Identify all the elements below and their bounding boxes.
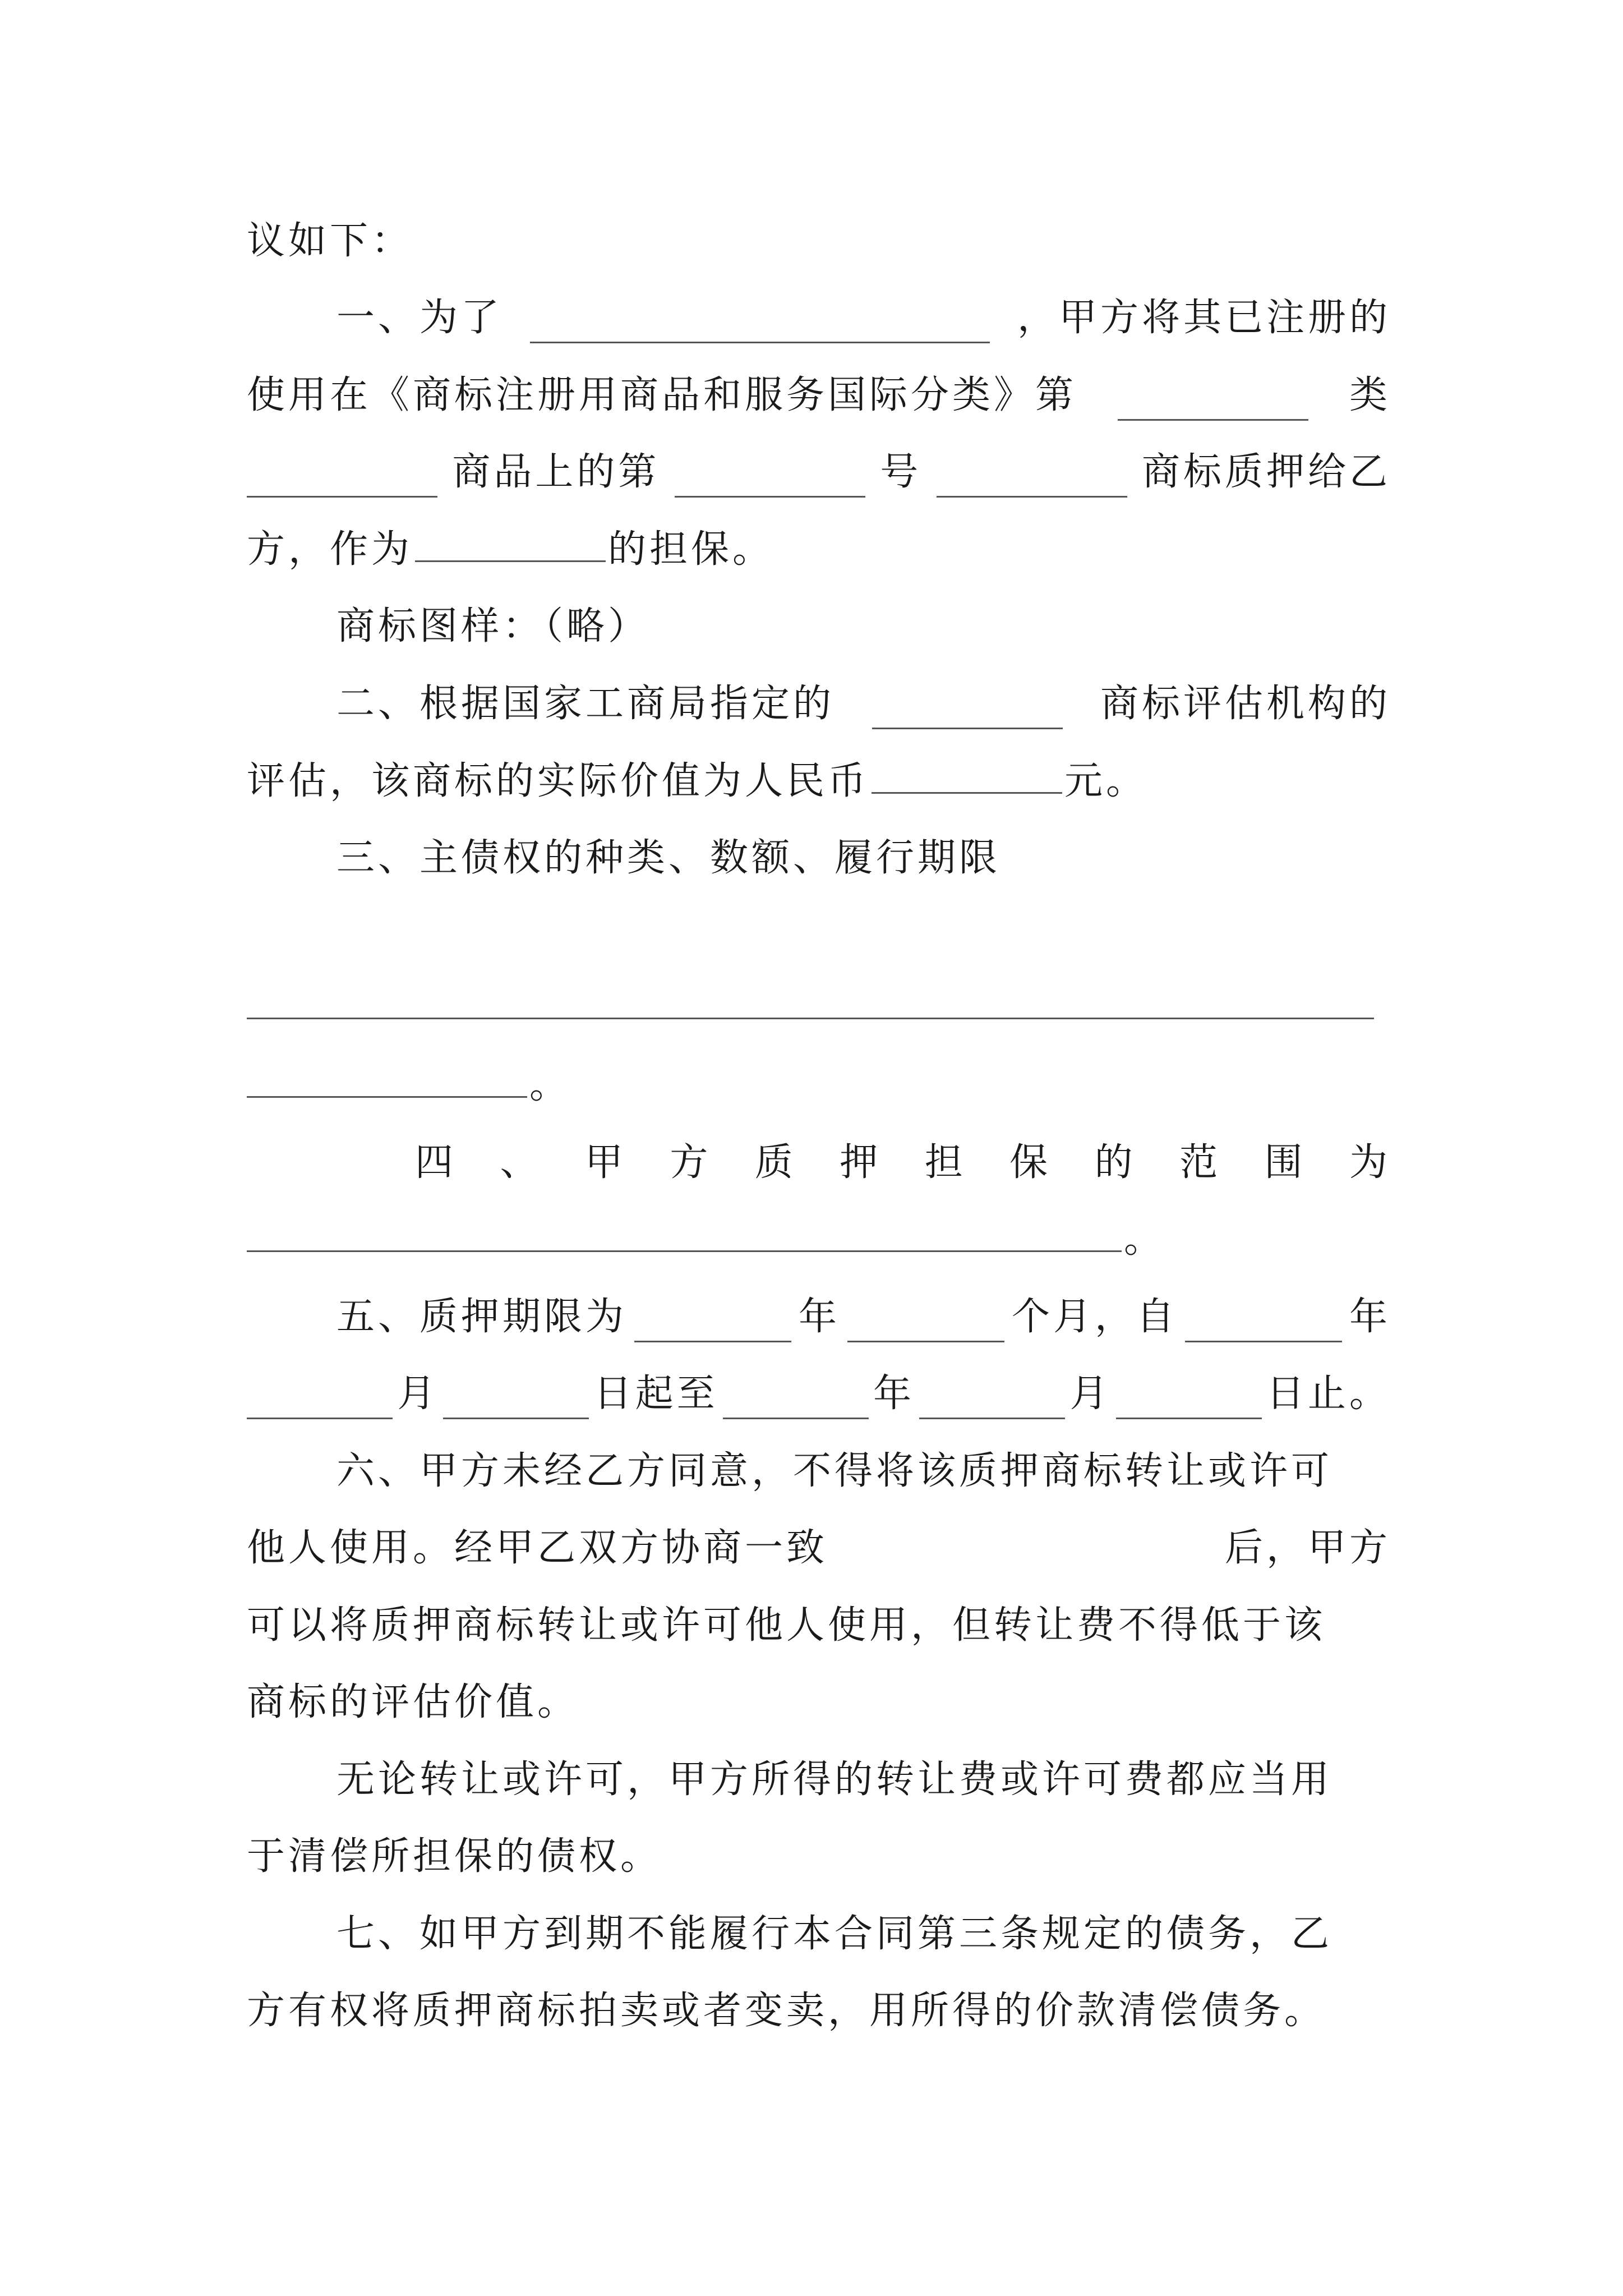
- fill-in-blank[interactable]: [675, 461, 865, 498]
- clause-5-line-1: [336, 1292, 1391, 1342]
- clause-7-line-2: [247, 1986, 1391, 2036]
- text: 商标评估机构的: [1100, 682, 1391, 726]
- clause-1-line-3: [247, 447, 1391, 498]
- text: 商标的评估价值。: [247, 1680, 579, 1724]
- clause-7-line-1: [336, 1909, 1391, 1959]
- char: 围: [1264, 1140, 1306, 1185]
- text: 商品上的第: [452, 450, 660, 494]
- clause-2-line-2: [247, 756, 1391, 807]
- text: 商标图样：（略）: [336, 604, 650, 648]
- text: 后，甲方: [1224, 1526, 1391, 1570]
- fill-in-blank[interactable]: [723, 1383, 869, 1419]
- text: 六、甲方未经乙方同意，不得将该质押商标转让或许可: [336, 1449, 1333, 1493]
- text: 可以将质押商标转让或许可他人使用，但转让费不得低于该: [247, 1603, 1326, 1648]
- text: 日起至: [593, 1372, 718, 1416]
- clause-6-line-1: [336, 1446, 1391, 1497]
- fill-in-blank[interactable]: [872, 693, 1063, 729]
- fill-in-blank[interactable]: [415, 526, 606, 562]
- char: 甲: [584, 1140, 626, 1185]
- paragraph-line: [247, 216, 1391, 266]
- text: 月: [1069, 1372, 1112, 1416]
- char: 保: [1009, 1140, 1052, 1185]
- clause-6-line-5: [336, 1755, 1391, 1805]
- char: 的: [1094, 1140, 1136, 1185]
- text: 商标质押给乙: [1141, 450, 1391, 494]
- fill-in-blank[interactable]: [1116, 1383, 1262, 1419]
- fill-in-blank[interactable]: [247, 1383, 393, 1419]
- text: ，甲方将其已注册的: [1017, 296, 1391, 340]
- text: 方，作为: [247, 527, 413, 572]
- text: 于清偿所担保的债权。: [247, 1834, 662, 1879]
- text: 的担保。: [608, 527, 774, 572]
- fill-in-blank[interactable]: [1185, 1306, 1342, 1342]
- text: 。: [1124, 1217, 1166, 1262]
- fill-in-blank[interactable]: [1118, 384, 1308, 421]
- char: 四: [415, 1140, 457, 1185]
- fill-in-blank[interactable]: [634, 1306, 791, 1342]
- fill-in-blank[interactable]: [872, 757, 1062, 794]
- clause-4-line-1: [415, 1138, 1391, 1188]
- fill-in-blank[interactable]: [247, 1061, 527, 1098]
- fill-in-blank[interactable]: [530, 307, 990, 343]
- text: 年: [1349, 1295, 1391, 1339]
- clause-1-line-2: [247, 370, 1391, 421]
- text: 七、如甲方到期不能履行本合同第三条规定的债务，乙: [336, 1912, 1333, 1956]
- fill-in-blank[interactable]: [847, 1306, 1004, 1342]
- text: 三、主债权的种类、数额、履行期限: [336, 836, 1001, 880]
- text: 评估，该商标的实际价值为人民币: [247, 759, 870, 803]
- clause-6-line-2: [247, 1523, 1391, 1573]
- text: 个月，自: [1011, 1295, 1178, 1339]
- text: 。: [529, 1063, 571, 1107]
- clause-6-line-4: [247, 1677, 1391, 1728]
- fill-in-blank[interactable]: [937, 461, 1127, 498]
- char: 担: [924, 1140, 966, 1185]
- text: 一、为了: [336, 296, 503, 340]
- fill-in-blank[interactable]: [247, 1216, 1122, 1252]
- text: 元。: [1064, 759, 1148, 803]
- text: 年: [873, 1372, 915, 1416]
- clause-6-line-6: [247, 1832, 1391, 1882]
- text: 日止。: [1266, 1372, 1391, 1416]
- char: 、: [500, 1140, 542, 1185]
- text: 议如下：: [247, 219, 413, 263]
- text: 月: [397, 1372, 439, 1416]
- clause-3-blank-line: [247, 982, 1391, 1032]
- fill-in-blank[interactable]: [247, 461, 437, 498]
- char: 质: [754, 1140, 796, 1185]
- text: 方有权将质押商标拍卖或者变卖，用所得的价款清偿债务。: [247, 1989, 1326, 2033]
- text: 二、根据国家工商局指定的: [336, 682, 835, 726]
- text: 使用在《商标注册用商品和服务国际分类》第: [247, 373, 1077, 417]
- char: 为: [1349, 1140, 1391, 1185]
- fill-in-blank[interactable]: [443, 1383, 589, 1419]
- clause-3-line-end: [247, 1060, 1391, 1111]
- clause-1-line-4: [247, 524, 1391, 575]
- char: 范: [1179, 1140, 1221, 1185]
- fill-in-blank[interactable]: [919, 1383, 1065, 1419]
- clause-5-line-2: [247, 1369, 1391, 1419]
- text: 号: [880, 450, 922, 494]
- clause-6-line-3: [247, 1600, 1391, 1651]
- clause-4-line-2: [247, 1214, 1391, 1265]
- char: 押: [840, 1140, 882, 1185]
- clause-3-line-1: [336, 833, 1391, 884]
- text: 年: [798, 1295, 840, 1339]
- char: 方: [670, 1140, 712, 1185]
- trademark-sample-line: [336, 601, 1391, 652]
- text: 无论转让或许可，甲方所得的转让费或许可费都应当用: [336, 1757, 1333, 1802]
- clause-2-line-1: [336, 679, 1391, 729]
- text: 类: [1349, 373, 1391, 417]
- fill-in-blank[interactable]: [247, 983, 1374, 1019]
- text: 他人使用。经甲乙双方协商一致: [247, 1526, 828, 1570]
- text: 五、质押期限为: [336, 1295, 628, 1339]
- clause-1-line-1: [336, 293, 1391, 343]
